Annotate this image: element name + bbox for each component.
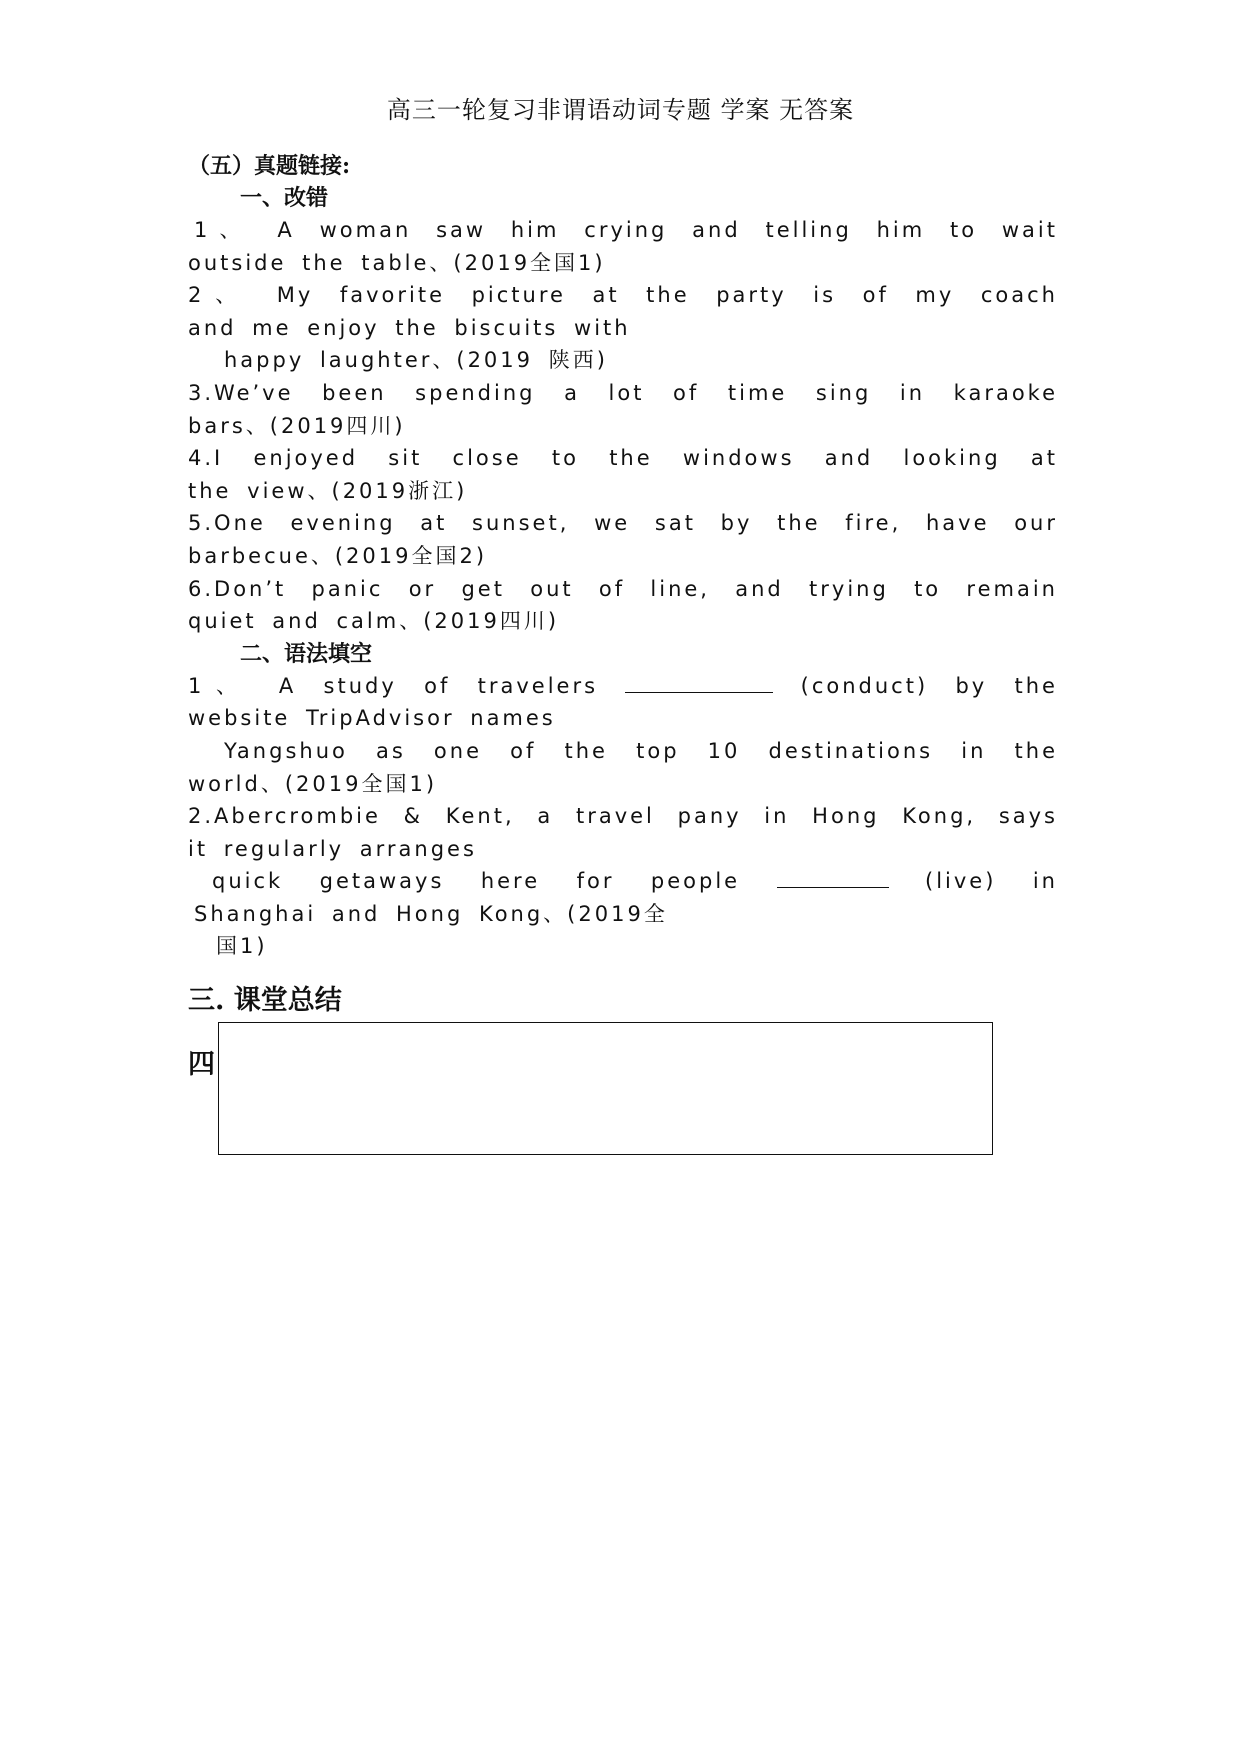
text-line: it regularly arranges [188,836,477,861]
text-line: Yangshuo as one of the top 10 destinations in the [224,738,1058,763]
text-line: 1、 A woman saw him crying and telling him to wait [194,218,1058,242]
question-1-line [188,670,1058,703]
section-5 [188,150,1058,963]
text-span: 1、 A study of travelers [188,673,599,698]
error-correction-list [188,214,1058,638]
text-line: 3.We’ve been spending a lot of time sing in karaoke [188,380,1058,405]
grammar-fill-list [188,670,1058,963]
page-header: 高三一轮复习非谓语动词专题 学案 无答案 [386,96,855,124]
text-span: (conduct) by the [800,673,1058,698]
text-line: Shanghai and Hong Kong、(2019全 [194,901,668,926]
answer-blank[interactable] [625,674,773,693]
part-1-heading: 一、改错 [240,185,329,211]
text-line: website TripAdvisor names [188,706,556,731]
text-line: quiet and calm、(2019四川) [188,609,560,634]
text-line: 6.Don’t panic or get out of line, and trying to remain [188,576,1058,601]
text-line: 2、 My favorite picture at the party is of my coach [188,283,1058,308]
text-line: 5.One evening at sunset, we sat by the fire, have our [188,511,1058,536]
section-4-heading: 四 [188,1049,215,1080]
text-line: 国1) [216,934,268,959]
text-line: happy laughter、(2019 陕西) [224,348,608,373]
text-line: outside the table、(2019全国1) [188,250,606,275]
section-5-heading: （五）真题链接: [188,153,351,179]
text-span: quick getaways here for people [212,869,741,894]
text-span: (live) in [925,869,1058,894]
section-3-heading: 三. 课堂总结 [188,985,342,1016]
answer-blank[interactable] [777,869,889,888]
text-line: and me enjoy the biscuits with [188,315,631,340]
text-line: bars、(2019四川) [188,413,406,438]
summary-box[interactable] [218,1022,993,1155]
text-line: barbecue、(2019全国2) [188,543,488,568]
question-2-line [188,865,1058,898]
text-line: 4.I enjoyed sit close to the windows and looking at [188,446,1058,471]
text-line: world、(2019全国1) [188,771,438,796]
part-2-heading: 二、语法填空 [240,640,373,667]
text-line: the view、(2019浙江) [188,478,468,503]
text-line: 2.Abercrombie & Kent, a travel pany in Hong Kong, says [188,804,1058,829]
